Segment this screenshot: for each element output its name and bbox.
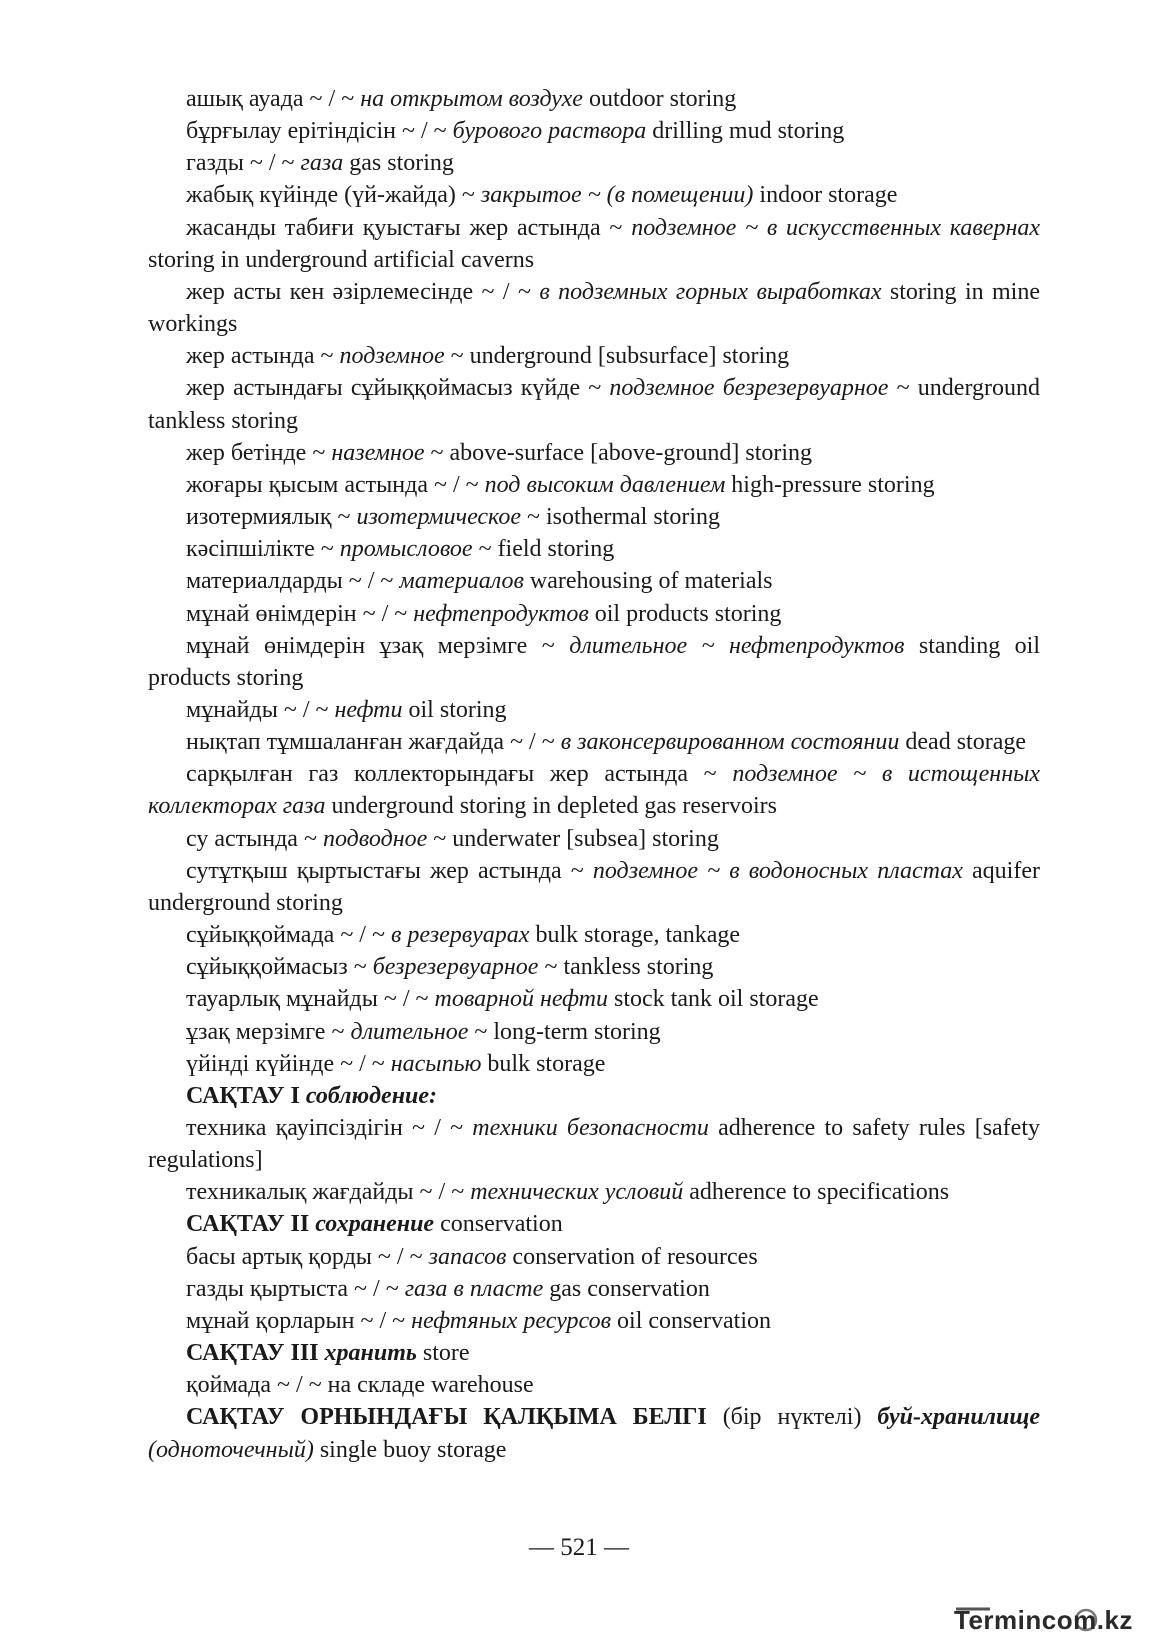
dictionary-entry — [148, 1112, 1040, 1176]
entry-russian-term: в законсервированном состоянии — [560, 729, 900, 756]
entry-text: тауарлық мұнайды ~ / ~ — [186, 986, 435, 1013]
entry-text: storing in mine workings — [148, 278, 1040, 338]
entry-headword: САҚТАУ II — [186, 1211, 316, 1238]
entry-russian-term: нефтяных ресурсов — [411, 1307, 612, 1334]
entry-headword: САҚТАУ III — [186, 1340, 325, 1367]
entry-text: жасанды табиғи қуыстағы жер астында ~ — [186, 214, 632, 241]
entry-russian-term: длительное — [350, 1018, 469, 1045]
entry-russian-term: подводное — [322, 825, 428, 852]
entry-text: сарқылған газ коллекторындағы жер астында ~ — [186, 761, 733, 788]
entry-russian-term: нефтепродуктов — [413, 600, 589, 627]
entry-headword: САҚТАУ ОРНЫНДАҒЫ ҚАЛҚЫМА БЕЛГІ — [186, 1404, 707, 1431]
entry-russian-term: безрезервуарное — [372, 954, 539, 981]
entry-text: oil conservation — [611, 1307, 771, 1334]
dictionary-entry — [148, 1369, 1040, 1401]
entry-text: standing oil products storing — [148, 632, 1040, 691]
entry-text: bulk storage — [481, 1050, 606, 1077]
entry-text: ~ underground [subsurface] storing — [444, 343, 790, 370]
entry-text: ұзақ мерзімге ~ — [186, 1018, 351, 1045]
entry-text: мұнай өнімдерін ұзақ мерзімге ~ — [186, 632, 570, 659]
dictionary-entry — [148, 1080, 1040, 1112]
entry-russian-term: подземное ~ в истощенных коллекторах газа — [148, 761, 1041, 820]
entry-text: мұнай қорларын ~ / ~ — [186, 1307, 412, 1334]
entry-text: ~ tankless storing — [538, 954, 714, 981]
entry-text: stock tank oil storage — [608, 986, 819, 1013]
site-watermark-logo — [950, 1603, 1150, 1637]
dictionary-entry — [148, 565, 1040, 597]
dictionary-entry — [148, 983, 1040, 1015]
page-number: — 521 — — [529, 1534, 629, 1561]
entry-text: ~ isothermal storing — [521, 504, 720, 531]
entry-russian-term: подземное безрезервуарное — [609, 375, 889, 402]
entry-text: storing in underground artificial caverns — [148, 246, 535, 273]
entry-text: gas conservation — [543, 1275, 710, 1302]
entry-text: сутұтқыш қыртыстағы жер астында ~ — [186, 857, 593, 884]
entry-text: жер астындағы сұйыққоймасыз күйде ~ — [186, 375, 610, 402]
dictionary-entry — [148, 115, 1040, 147]
entry-text: жер астында ~ — [186, 343, 340, 370]
entry-text: drilling mud storing — [646, 118, 845, 145]
dictionary-entry — [148, 212, 1040, 276]
entry-text: underground storing in depleted gas reservoirs — [325, 793, 777, 820]
dictionary-entry — [148, 501, 1040, 533]
entry-text: мұнай өнімдерін ~ / ~ — [186, 600, 414, 627]
dictionary-entry — [148, 726, 1040, 758]
entry-text: газды қыртыста ~ / ~ — [186, 1275, 405, 1302]
entry-text: жер асты кен әзірлемесінде ~ / ~ — [186, 278, 540, 305]
entry-russian-term: насыпью — [390, 1050, 482, 1077]
entry-text: техникалық жағдайды ~ / ~ — [186, 1179, 471, 1206]
entry-text: қоймада ~ / ~ на складе warehouse — [186, 1372, 534, 1399]
entry-text: store — [416, 1340, 470, 1367]
entry-headword: САҚТАУ I — [186, 1082, 306, 1109]
entry-headword: соблюдение: — [305, 1082, 438, 1109]
entry-russian-term: нефти — [334, 696, 403, 723]
dictionary-entry — [148, 147, 1040, 179]
entry-text: outdoor storing — [582, 86, 737, 112]
dictionary-entry — [148, 758, 1040, 822]
dictionary-entry — [148, 1048, 1040, 1080]
dictionary-entry — [148, 1273, 1040, 1305]
dictionary-entry — [148, 1305, 1040, 1337]
dictionary-entry — [148, 179, 1040, 211]
dictionary-entry — [148, 372, 1040, 436]
entry-russian-term: на открытом воздухе — [360, 86, 583, 112]
entry-headword: хранить — [324, 1340, 417, 1367]
entry-text: сұйыққоймасыз ~ — [186, 954, 373, 981]
entry-text: жабық күйінде (үй-жайда) ~ — [186, 182, 481, 209]
dictionary-entry — [148, 533, 1040, 565]
entry-russian-term: наземное — [331, 439, 425, 466]
entry-text: нықтап тұмшаланған жағдайда ~ / ~ — [186, 729, 561, 756]
entry-text: single buoy storage — [313, 1436, 507, 1463]
entry-text: gas storing — [343, 150, 454, 177]
dictionary-entry — [148, 1208, 1040, 1240]
dictionary-entry — [148, 469, 1040, 501]
watermark-text: Termincom.kz — [954, 1605, 1133, 1635]
entry-russian-term: длительное ~ нефтепродуктов — [569, 632, 905, 659]
dictionary-entry — [148, 1016, 1040, 1048]
entry-russian-term: подземное — [339, 343, 445, 370]
entry-text: бұрғылау ерітіндісін ~ / ~ — [186, 118, 453, 145]
dictionary-entry — [148, 1241, 1040, 1273]
entry-text: oil products storing — [588, 600, 782, 627]
entry-text: high-pressure storing — [725, 471, 935, 498]
entry-russian-term: бурового раствора — [452, 118, 647, 145]
entry-text: ашық ауада ~ / ~ — [186, 86, 361, 112]
entry-text: bulk storage, tankage — [529, 922, 741, 949]
entry-text: dead storage — [899, 729, 1026, 756]
entry-text: су астында ~ — [186, 825, 323, 852]
entry-text: ~ field storing — [472, 536, 615, 563]
entry-text: материалдарды ~ / ~ — [186, 568, 400, 595]
entry-text: жер бетінде ~ — [186, 439, 332, 466]
entry-russian-term: материалов — [399, 568, 524, 595]
entry-text: басы артық қорды ~ / ~ — [186, 1243, 429, 1270]
entry-text: мұнайды ~ / ~ — [186, 696, 335, 723]
entry-russian-term: подземное ~ в искусственных кавернах — [631, 214, 1041, 241]
dictionary-entry — [148, 598, 1040, 630]
entry-text: adherence to safety rules [safety regulations] — [148, 1115, 1040, 1174]
entry-russian-term: под высоким давлением — [484, 471, 726, 498]
entry-russian-term: техники безопасности — [472, 1115, 709, 1141]
dictionary-entry — [148, 823, 1040, 855]
entry-headword: сохранение — [315, 1211, 435, 1238]
entry-text: сұйыққоймада ~ / ~ — [186, 922, 391, 949]
entry-text: ~ above-surface [above-ground] storing — [424, 439, 813, 466]
entry-text: жоғары қысым астында ~ / ~ — [186, 471, 485, 498]
entry-russian-term: в резервуарах — [390, 922, 530, 949]
entry-text: (бір нүктелі) — [706, 1404, 878, 1431]
entry-russian-term: изотермическое — [356, 504, 522, 531]
entry-text: ~ underground tankless storing — [148, 375, 1040, 434]
entry-text: үйінді күйінде ~ / ~ — [186, 1050, 391, 1077]
entry-text: indoor storage — [753, 182, 898, 209]
entry-text: ~ long-term storing — [468, 1018, 661, 1045]
entry-russian-term: запасов — [428, 1243, 507, 1270]
dictionary-entry — [148, 340, 1040, 372]
dictionary-entry — [148, 276, 1040, 340]
entry-russian-term: промысловое — [339, 536, 473, 563]
dictionary-entry — [148, 83, 1040, 115]
dictionary-entry — [148, 919, 1040, 951]
entry-russian-term: (одноточечный) — [148, 1436, 314, 1463]
dictionary-entry — [148, 855, 1040, 919]
entry-russian-term: товарной нефти — [434, 986, 609, 1013]
entry-text: conservation — [434, 1211, 563, 1238]
dictionary-entry — [148, 437, 1040, 469]
dictionary-entry — [148, 1176, 1040, 1208]
dictionary-entry — [148, 951, 1040, 983]
entry-russian-term: технических условий — [470, 1179, 684, 1206]
entry-text: ~ underwater [subsea] storing — [427, 825, 719, 852]
entry-text: aquifer underground storing — [148, 857, 1040, 916]
dictionary-entry — [148, 1401, 1040, 1465]
dictionary-entry — [148, 1337, 1040, 1369]
dictionary-entry — [148, 694, 1040, 726]
entry-russian-term: газа — [300, 150, 344, 177]
entry-russian-term: газа в пласте — [404, 1275, 544, 1302]
entry-russian-term: подземное ~ в водоносных пластах — [592, 857, 963, 884]
entry-text: warehousing of materials — [523, 568, 773, 595]
entry-russian-term: в подземных горных выработках — [539, 278, 882, 305]
entry-text: conservation of resources — [506, 1243, 758, 1270]
dictionary-entry — [148, 630, 1040, 694]
dictionary-entries — [148, 83, 1040, 1466]
entry-text: oil storing — [402, 696, 507, 723]
entry-text: adherence to specifications — [683, 1179, 950, 1206]
entry-text: кәсіпшілікте ~ — [186, 536, 340, 563]
entry-headword: буй-хранилище — [877, 1404, 1040, 1431]
entry-russian-term: закрытое ~ (в помещении) — [480, 182, 754, 209]
entry-text: газды ~ / ~ — [186, 150, 301, 177]
entry-text: техника қауіпсіздігін ~ / ~ — [186, 1115, 473, 1141]
entry-text: изотермиялық ~ — [186, 504, 357, 531]
